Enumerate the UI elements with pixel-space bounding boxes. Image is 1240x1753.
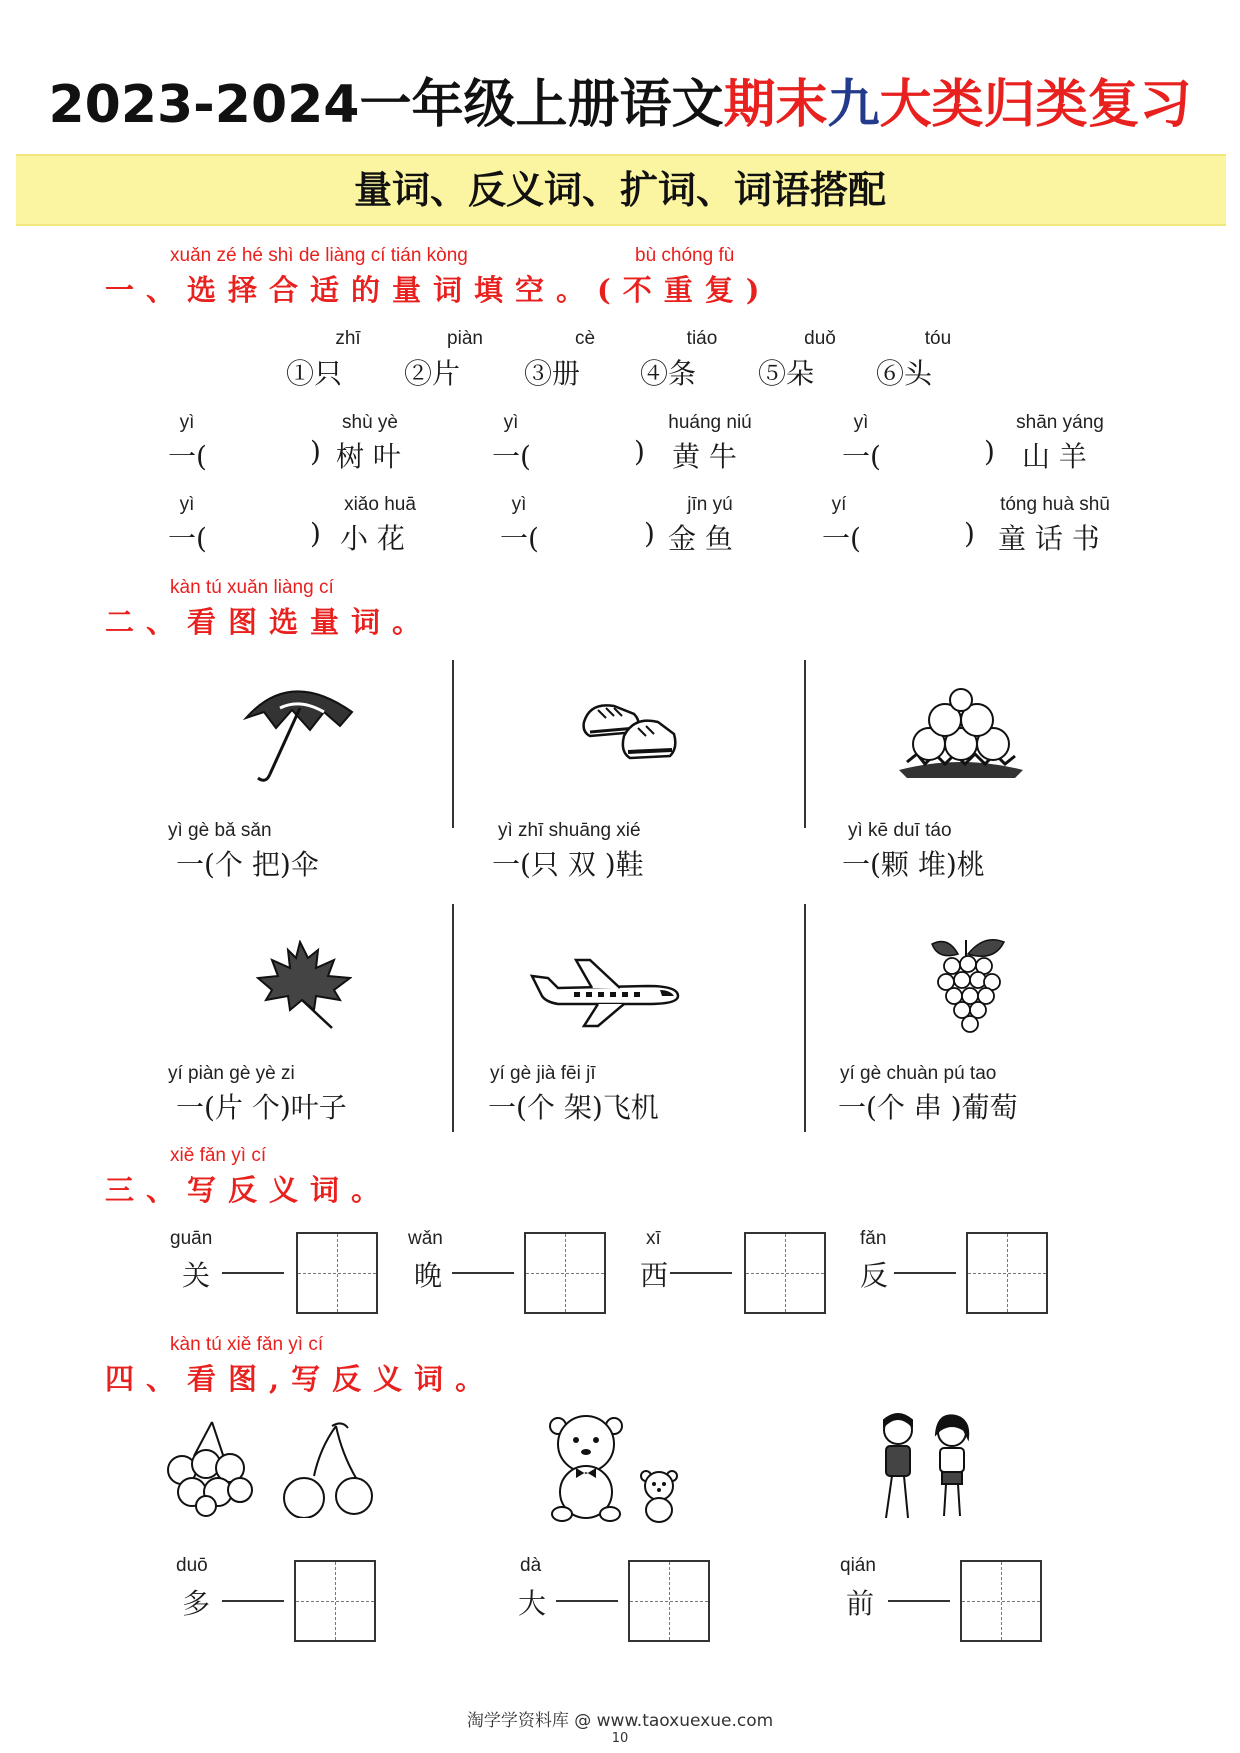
tian-grid-box[interactable] <box>294 1560 376 1642</box>
item-close: ) <box>964 517 975 550</box>
item-pinyin: yì <box>853 412 869 433</box>
tian-grid-box[interactable] <box>296 1232 378 1314</box>
item-close: ) <box>310 517 321 550</box>
antonym-char: 反 <box>860 1259 889 1292</box>
antonym-pinyin: guān <box>170 1228 213 1249</box>
option-zhi: ①只 <box>286 357 343 390</box>
divider <box>452 904 454 1132</box>
option-pinyin: duǒ <box>804 328 836 349</box>
item-word-pinyin: shān yáng <box>1016 412 1104 433</box>
option-pinyin: piàn <box>447 328 483 349</box>
antonym-char: 大 <box>518 1587 547 1620</box>
antonym-pinyin: wǎn <box>408 1228 443 1249</box>
measure-item-pinyin: yí piàn gè yè zi <box>168 1063 295 1084</box>
item-word-pinyin: huáng niú <box>668 412 752 433</box>
section3-heading: 三、写反义词。 <box>105 1173 393 1207</box>
measure-item[interactable]: 一(片 个)叶子 <box>176 1091 347 1124</box>
page-title: 2023-2024一年级上册语文期末九大类归类复习 <box>48 75 1192 135</box>
dash-line <box>222 1600 284 1602</box>
section4-pinyin: kàn tú xiě fǎn yì cí <box>170 1334 324 1355</box>
option-pinyin: tiáo <box>686 328 718 349</box>
item-pinyin: yí <box>831 494 847 515</box>
cherries-icon <box>164 1418 376 1518</box>
option-pinyin: cè <box>574 328 596 349</box>
peaches-icon <box>895 688 1027 780</box>
option-pinyin: zhī <box>335 328 361 349</box>
measure-item[interactable]: 一(个 串 )葡萄 <box>838 1091 1018 1124</box>
item-word: 树 叶 <box>336 440 401 473</box>
item-yi: 一( <box>168 522 207 555</box>
item-yi: 一( <box>822 522 861 555</box>
divider <box>452 660 454 828</box>
page-number: 10 <box>611 1731 629 1746</box>
section2-heading: 二、看图选量词。 <box>105 605 434 639</box>
option-tiao: ④条 <box>640 357 697 390</box>
measure-item-pinyin: yì zhī shuāng xié <box>498 820 641 841</box>
measure-item-pinyin: yì gè bǎ sǎn <box>168 820 272 841</box>
bears-icon <box>548 1414 678 1524</box>
item-word: 山 羊 <box>1022 440 1087 473</box>
measure-item-pinyin: yì kē duī táo <box>848 820 952 841</box>
grapes-icon <box>928 934 1008 1034</box>
measure-item[interactable]: 一(只 双 )鞋 <box>492 848 644 881</box>
measure-item[interactable]: 一(个 把)伞 <box>176 848 319 881</box>
antonym-pinyin: duō <box>176 1555 208 1576</box>
tian-grid-box[interactable] <box>960 1560 1042 1642</box>
section1-pinyin-b: bù chóng fù <box>635 245 735 266</box>
dash-line <box>894 1272 956 1274</box>
umbrella-icon <box>240 678 360 788</box>
item-pinyin: yì <box>179 412 195 433</box>
item-word-pinyin: xiǎo huā <box>344 494 416 515</box>
subtitle: 量词、反义词、扩词、词语搭配 <box>353 167 886 212</box>
antonym-char: 晚 <box>414 1259 443 1292</box>
section1-pinyin: xuǎn zé hé shì de liàng cí tián kòng <box>170 245 468 266</box>
tian-grid-box[interactable] <box>628 1560 710 1642</box>
item-close: ) <box>984 435 995 468</box>
option-pian: ②片 <box>404 357 461 390</box>
measure-item[interactable]: 一(个 架)飞机 <box>488 1091 659 1124</box>
antonym-pinyin: fǎn <box>860 1228 887 1249</box>
shoes-icon <box>580 692 680 772</box>
tian-grid-box[interactable] <box>966 1232 1048 1314</box>
item-word-pinyin: tóng huà shū <box>1000 494 1110 515</box>
option-pinyin: tóu <box>924 328 952 349</box>
item-yi: 一( <box>500 522 539 555</box>
antonym-char: 前 <box>846 1587 875 1620</box>
item-close: ) <box>310 435 321 468</box>
option-tou: ⑥头 <box>876 357 933 390</box>
dash-line <box>222 1272 284 1274</box>
item-pinyin: yì <box>511 494 527 515</box>
antonym-char: 西 <box>640 1259 669 1292</box>
item-pinyin: yì <box>503 412 519 433</box>
dash-line <box>888 1600 950 1602</box>
dash-line <box>670 1272 732 1274</box>
airplane-icon <box>528 956 682 1028</box>
tian-grid-box[interactable] <box>744 1232 826 1314</box>
section2-pinyin: kàn tú xuǎn liàng cí <box>170 577 334 598</box>
divider <box>804 660 806 828</box>
antonym-pinyin: dà <box>520 1555 542 1576</box>
item-yi: 一( <box>168 440 207 473</box>
dash-line <box>556 1600 618 1602</box>
option-duo: ⑤朵 <box>758 357 815 390</box>
antonym-pinyin: xī <box>646 1228 661 1249</box>
item-yi: 一( <box>492 440 531 473</box>
item-pinyin: yì <box>179 494 195 515</box>
item-word: 金 鱼 <box>668 522 733 555</box>
maple-leaf-icon <box>256 940 352 1030</box>
item-close: ) <box>634 435 645 468</box>
dash-line <box>452 1272 514 1274</box>
item-word: 小 花 <box>340 522 405 555</box>
measure-item-pinyin: yí gè jià fēi jī <box>490 1063 596 1084</box>
item-word-pinyin: shù yè <box>342 412 398 433</box>
section1-heading: 一、选择合适的量词填空。(不重复) <box>105 273 772 307</box>
footer-source: 淘学学资料库 @ www.taoxuexue.com <box>466 1711 774 1731</box>
measure-item-pinyin: yí gè chuàn pú tao <box>840 1063 997 1084</box>
measure-item[interactable]: 一(颗 堆)桃 <box>842 848 985 881</box>
item-word: 黄 牛 <box>672 440 737 473</box>
item-yi: 一( <box>842 440 881 473</box>
section3-pinyin: xiě fǎn yì cí <box>170 1145 267 1166</box>
antonym-char: 多 <box>182 1587 211 1620</box>
antonym-pinyin: qián <box>840 1555 876 1576</box>
children-icon <box>872 1412 982 1526</box>
option-ce: ③册 <box>524 357 581 390</box>
item-word: 童 话 书 <box>998 522 1100 555</box>
tian-grid-box[interactable] <box>524 1232 606 1314</box>
section4-heading: 四、看图,写反义词。 <box>105 1362 497 1396</box>
divider <box>804 904 806 1132</box>
item-close: ) <box>644 517 655 550</box>
item-word-pinyin: jīn yú <box>687 494 733 515</box>
antonym-char: 关 <box>182 1259 211 1292</box>
